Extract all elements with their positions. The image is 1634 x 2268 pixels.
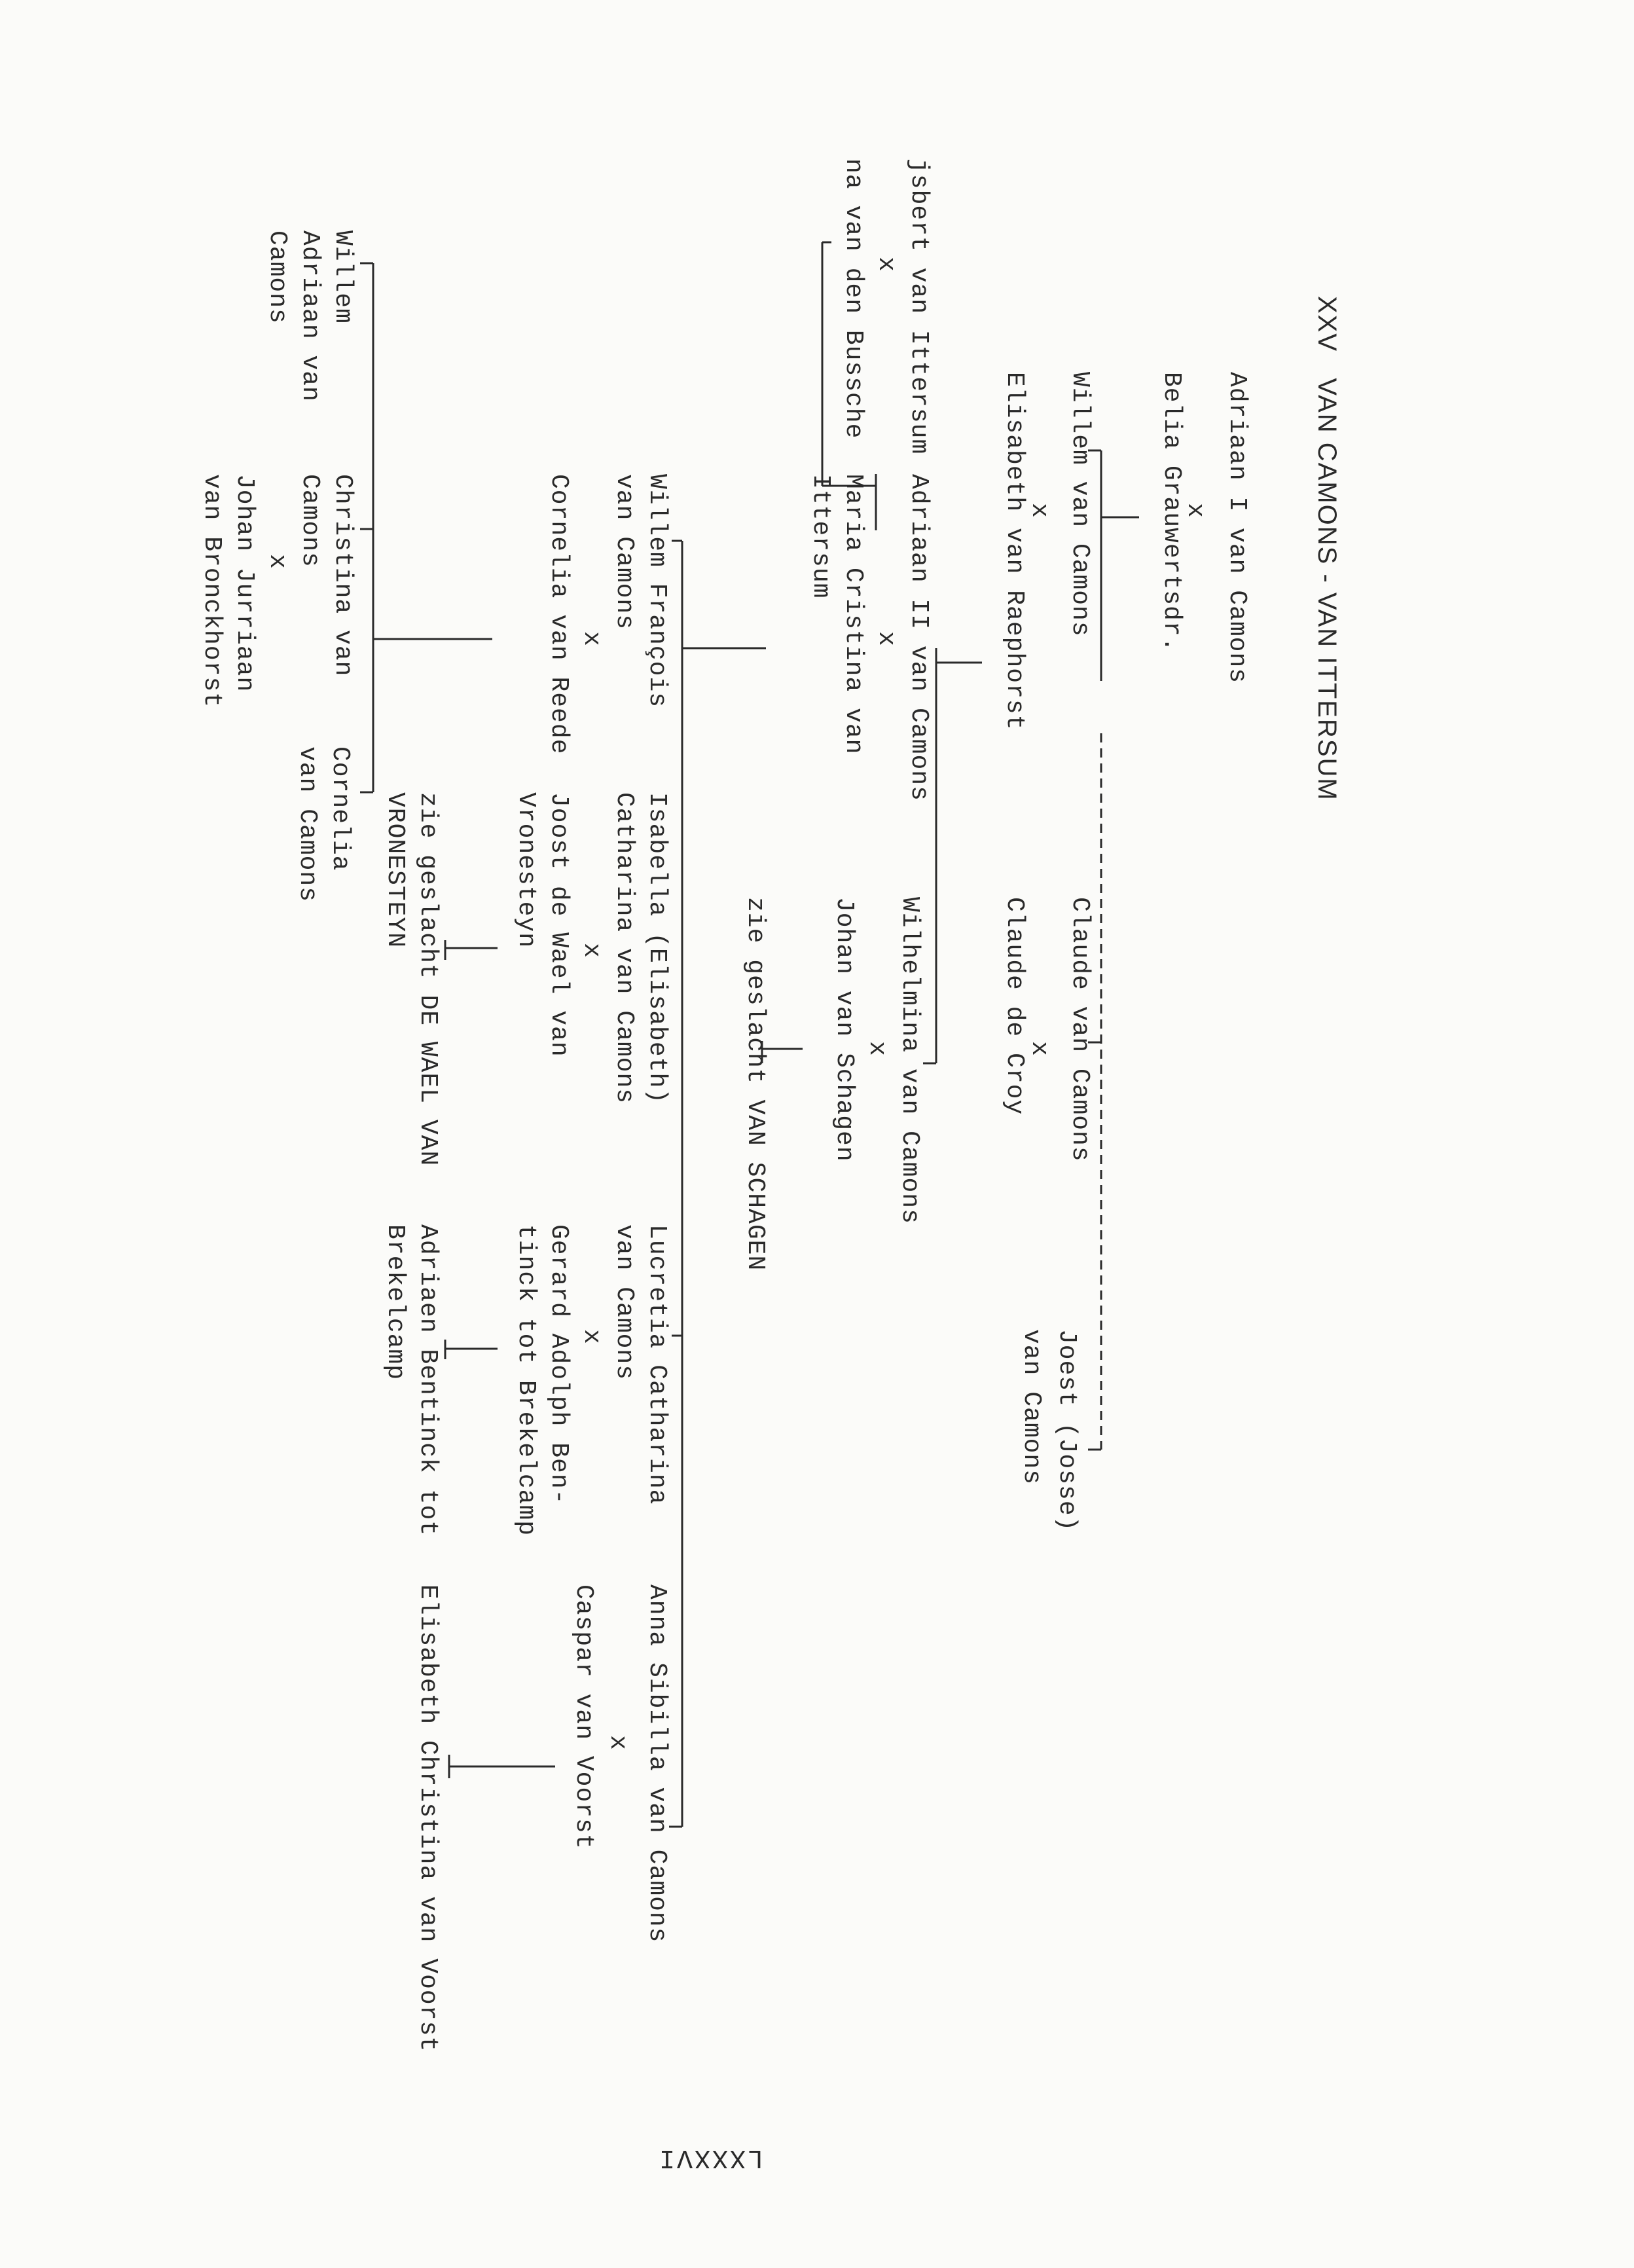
marriage-mark: x <box>872 257 900 272</box>
person-joest-1: Joest (Josse) <box>1053 1329 1081 1532</box>
person-johan-j-1: Johan Jurriaan <box>230 474 259 693</box>
person-isabella-1: Isabella (Elisabeth) <box>643 792 671 1105</box>
person-elisabeth-raephorst: Elisabeth van Raephorst <box>1000 372 1028 731</box>
page-title: XXV VAN CAMONS - VAN ITTERSUM <box>1313 296 1341 801</box>
person-belia: Belia Grauwertsdr. <box>1157 372 1186 653</box>
marriage-mark: x <box>577 943 606 959</box>
person-adriaen-1: Adriaen Bentinck tot <box>414 1224 442 1537</box>
person-willem-3: Willem <box>329 230 357 324</box>
person-anna: Anna Sibilla van Camons <box>643 1584 671 1943</box>
marriage-mark: x <box>863 1041 891 1057</box>
person-lucretia-1: Lucretia Catharina <box>643 1224 671 1505</box>
marriage-mark: x <box>604 1735 632 1751</box>
marriage-mark: x <box>1025 503 1053 519</box>
page-number: LXXXVI <box>657 2142 764 2172</box>
marriage-mark: x <box>263 554 291 570</box>
person-johan-j-2: van Bronckhorst <box>198 474 226 708</box>
person-adriaan-3a: Adriaan van <box>296 230 324 402</box>
person-gijsbert: jsbert van Ittersum <box>905 158 933 455</box>
person-willem-francois-2: van Camons <box>610 474 638 631</box>
marriage-mark: x <box>872 631 900 647</box>
person-adriaen-2: Brekelcamp <box>381 1224 409 1381</box>
person-joest-2: van Camons <box>1017 1329 1045 1486</box>
person-gerard-1: Gerard Adolph Ben- <box>545 1224 573 1505</box>
person-isabella-2: Catharina van Camons <box>610 792 638 1105</box>
person-adriaan-3b: Camons <box>263 230 291 324</box>
person-gerard-2: tinck tot Brekelcamp <box>512 1224 540 1537</box>
person-claude-croy: Claude de Croy <box>1000 897 1028 1116</box>
person-christina-2: Camons <box>296 474 324 568</box>
person-maria-2: Ittersum <box>807 474 835 599</box>
person-joost-1: Joost de Wael van <box>545 792 573 1057</box>
person-claude: Claude van Camons <box>1066 897 1094 1162</box>
ref-van-schagen: zie geslacht VAN SCHAGEN <box>741 897 769 1271</box>
marriage-mark: x <box>577 631 606 647</box>
person-christina-1: Christina van <box>329 474 357 677</box>
person-maria-1: Maria Cristina van <box>839 474 867 755</box>
marriage-mark: x <box>1025 1041 1053 1057</box>
marriage-mark: x <box>577 1329 606 1345</box>
person-willem-francois-1: Willem François <box>643 474 671 708</box>
person-adriaan-i: Adriaan I van Camons <box>1223 372 1251 684</box>
person-cornelia-1: Cornelia <box>326 746 354 871</box>
person-willem-label: Willem van Camons <box>1066 372 1094 637</box>
person-johan-schagen: Johan van Schagen <box>830 897 858 1162</box>
marriage-mark: x <box>1181 503 1209 519</box>
person-lucretia-2: van Camons <box>610 1224 638 1381</box>
ref-wael-1: zie geslacht DE WAEL VAN <box>414 792 442 1167</box>
person-elisabeth-voorst: Elisabeth Christina van Voorst <box>414 1584 442 2053</box>
person-wilhelmina: Wilhelmina van Camons <box>896 897 924 1224</box>
ref-wael-2: VRONESTEYN <box>381 792 409 949</box>
person-adriaan-ii: Adriaan II van Camons <box>905 474 933 801</box>
person-cornelia-2: van Camons <box>293 746 321 903</box>
person-caspar: Caspar van Voorst <box>570 1584 598 1850</box>
person-na-bussche: na van den Bussche <box>839 158 867 439</box>
person-cornelia-reede: Cornelia van Reede <box>545 474 573 755</box>
person-joost-2: Vronesteyn <box>512 792 540 949</box>
